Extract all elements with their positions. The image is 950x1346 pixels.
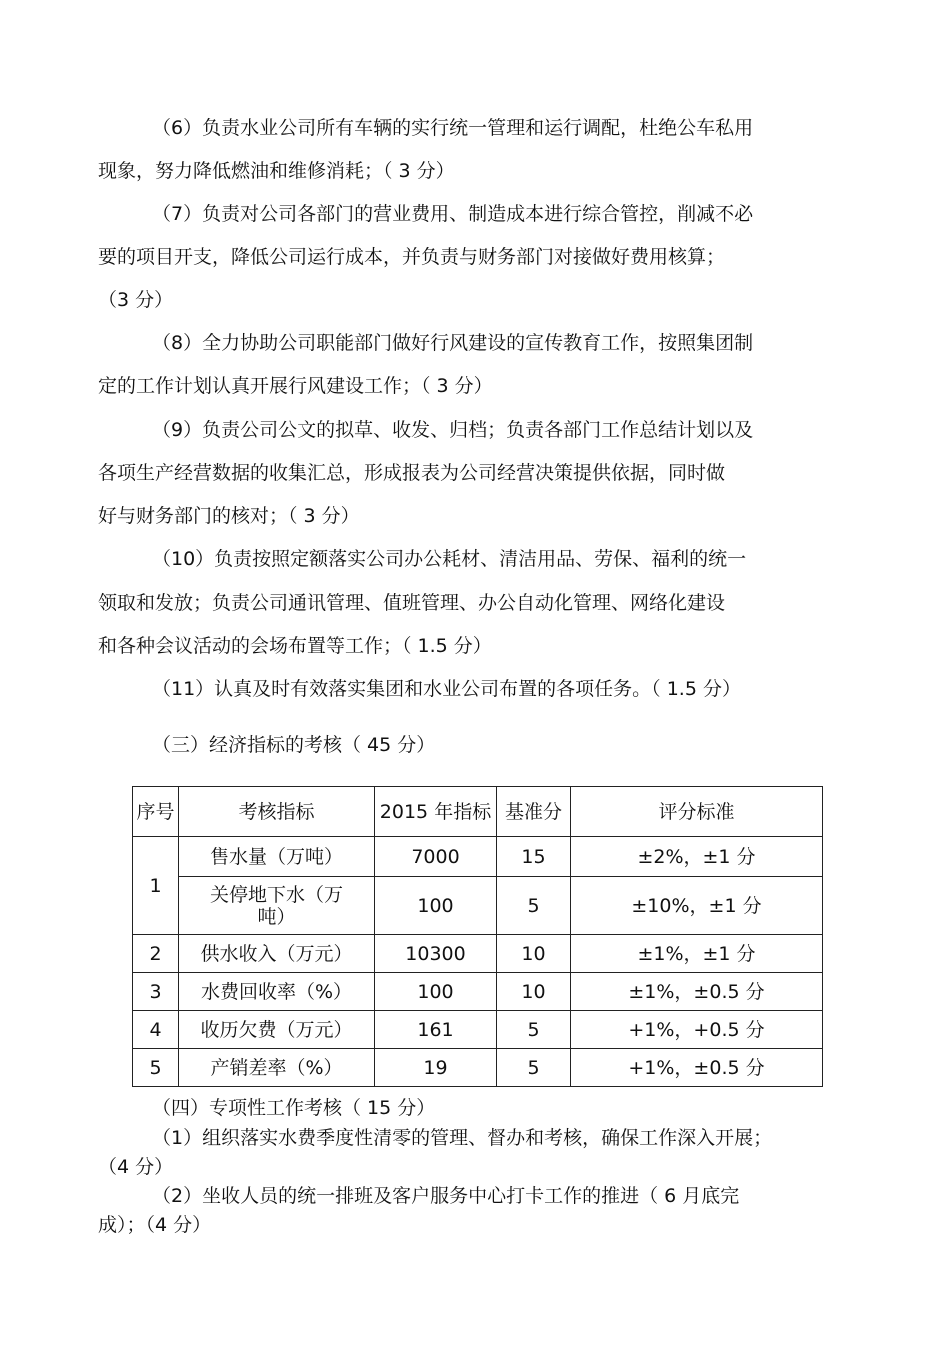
row-target: 100	[375, 973, 497, 1011]
item-4-1-line-2: （4 分）	[98, 1156, 174, 1178]
row-indicator: 收历欠费（万元）	[179, 1011, 375, 1049]
row-base: 10	[497, 973, 571, 1011]
table-row	[133, 877, 823, 935]
table-row	[133, 935, 823, 973]
paragraph-7-line-2: 要的项目开支，降低公司运行成本，并负责与财务部门对接做好费用核算；	[98, 246, 726, 268]
row-base: 5	[497, 877, 571, 935]
row-target: 10300	[375, 935, 497, 973]
table-header-row	[133, 787, 823, 837]
header-base: 基准分	[497, 787, 571, 837]
item-4-2-line-1: （2）坐收人员的统一排班及客户服务中心打卡工作的推进（ 6 月底完	[152, 1185, 740, 1207]
row-standard: ±2%，±1 分	[571, 837, 823, 877]
row-base: 5	[497, 1011, 571, 1049]
item-4-2-line-2: 成）；（4 分）	[98, 1214, 212, 1236]
row-no: 3	[133, 973, 179, 1011]
paragraph-7-line-3: （3 分）	[98, 289, 174, 311]
indicator-table	[132, 786, 823, 1087]
header-indicator: 考核指标	[179, 787, 375, 837]
section-3-heading: （三）经济指标的考核（ 45 分）	[152, 734, 436, 756]
row-indicator: 产销差率（%）	[179, 1049, 375, 1087]
paragraph-9-line-1: （9）负责公司公文的拟草、收发、归档；负责各部门工作总结计划以及	[152, 419, 754, 441]
table-row	[133, 1049, 823, 1087]
paragraph-10-line-3: 和各种会议活动的会场布置等工作；（ 1.5 分）	[98, 635, 492, 657]
row-no: 4	[133, 1011, 179, 1049]
row-no: 1	[133, 837, 179, 935]
paragraph-10-line-1: （10）负责按照定额落实公司办公耗材、清洁用品、劳保、福利的统一	[152, 548, 747, 570]
row-standard: ±1%，±1 分	[571, 935, 823, 973]
row-indicator: 水费回收率（%）	[179, 973, 375, 1011]
row-target: 161	[375, 1011, 497, 1049]
row-base: 15	[497, 837, 571, 877]
row-standard: +1%，±0.5 分	[571, 1049, 823, 1087]
header-standard: 评分标准	[571, 787, 823, 837]
row-standard: ±1%，±0.5 分	[571, 973, 823, 1011]
row-standard: ±10%，±1 分	[571, 877, 823, 935]
row-target: 7000	[375, 837, 497, 877]
row-no: 5	[133, 1049, 179, 1087]
paragraph-7-line-1: （7）负责对公司各部门的营业费用、制造成本进行综合管控，削减不必	[152, 203, 754, 225]
row-base: 10	[497, 935, 571, 973]
paragraph-11-line-1: （11）认真及时有效落实集团和水业公司布置的各项任务。（ 1.5 分）	[152, 678, 741, 700]
header-target: 2015 年指标	[375, 787, 497, 837]
row-target: 19	[375, 1049, 497, 1087]
paragraph-8-line-1: （8）全力协助公司职能部门做好行风建设的宣传教育工作，按照集团制	[152, 332, 754, 354]
table-row	[133, 837, 823, 877]
table-row	[133, 1011, 823, 1049]
paragraph-9-line-2: 各项生产经营数据的收集汇总，形成报表为公司经营决策提供依据，同时做	[98, 462, 726, 484]
row-standard: +1%，+0.5 分	[571, 1011, 823, 1049]
item-4-1-line-1: （1）组织落实水费季度性清零的管理、督办和考核，确保工作深入开展；	[152, 1127, 773, 1149]
row-no: 2	[133, 935, 179, 973]
table-row	[133, 973, 823, 1011]
paragraph-6-line-2: 现象，努力降低燃油和维修消耗；（ 3 分）	[98, 160, 455, 182]
header-no: 序号	[133, 787, 179, 837]
row-base: 5	[497, 1049, 571, 1087]
section-4-heading: （四）专项性工作考核（ 15 分）	[152, 1097, 436, 1119]
paragraph-6-line-1: （6）负责水业公司所有车辆的实行统一管理和运行调配，杜绝公车私用	[152, 117, 754, 139]
row-target: 100	[375, 877, 497, 935]
row-indicator: 关停地下水（万吨）	[179, 877, 375, 935]
paragraph-8-line-2: 定的工作计划认真开展行风建设工作；（ 3 分）	[98, 375, 493, 397]
paragraph-9-line-3: 好与财务部门的核对；（ 3 分）	[98, 505, 360, 527]
row-indicator: 售水量（万吨）	[179, 837, 375, 877]
row-indicator: 供水收入（万元）	[179, 935, 375, 973]
paragraph-10-line-2: 领取和发放；负责公司通讯管理、值班管理、办公自动化管理、网络化建设	[98, 592, 726, 614]
